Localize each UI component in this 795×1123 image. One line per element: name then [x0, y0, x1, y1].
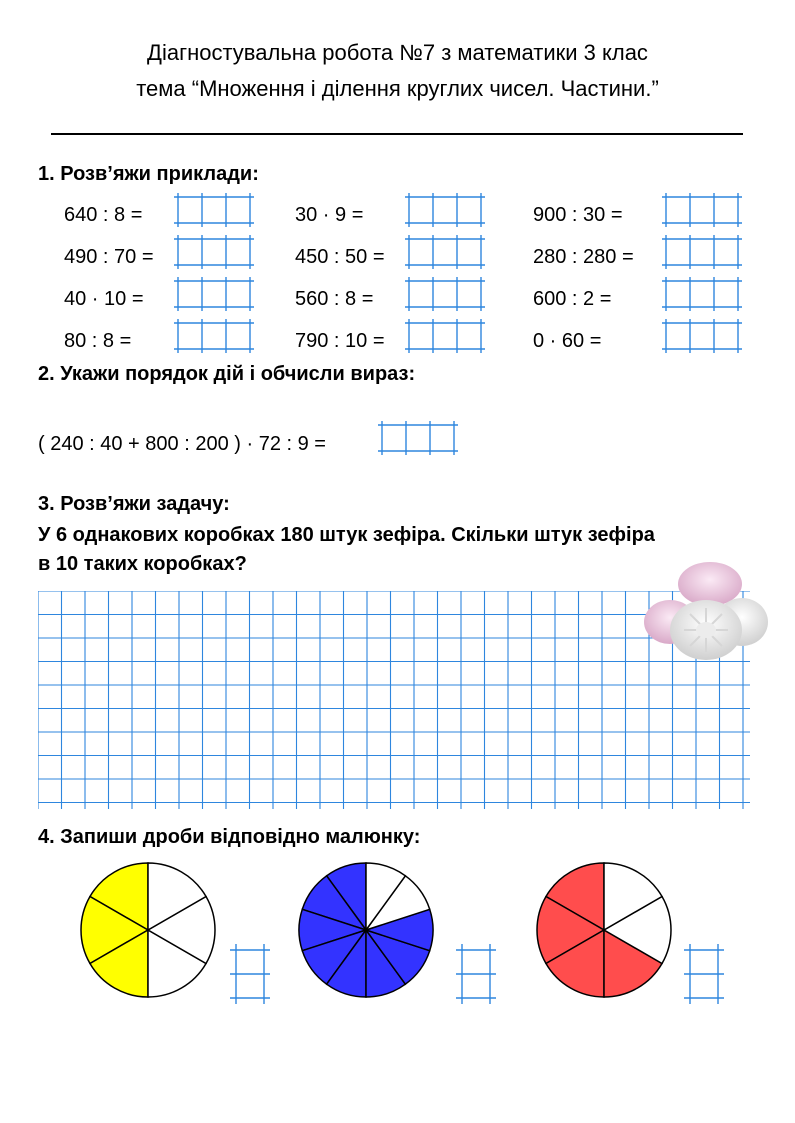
- answer-cells[interactable]: [662, 193, 744, 229]
- fraction-cells[interactable]: [456, 944, 500, 1004]
- example-2-1: 490 : 70 =: [64, 246, 154, 268]
- example-2-2: 450 : 50 =: [295, 246, 385, 268]
- answer-cells[interactable]: [405, 193, 487, 229]
- marshmallow-image: [642, 560, 770, 664]
- task1-heading: 1. Розв’яжи приклади:: [38, 163, 259, 185]
- example-3-2: 560 : 8 =: [295, 288, 374, 310]
- answer-cells[interactable]: [174, 319, 256, 355]
- example-2-3: 280 : 280 =: [533, 246, 634, 268]
- pie-chart-3: [534, 860, 674, 1000]
- answer-cells[interactable]: [662, 235, 744, 271]
- task2-heading: 2. Укажи порядок дій і обчисли вираз:: [38, 363, 416, 385]
- example-1-1: 640 : 8 =: [64, 204, 143, 226]
- example-4-2: 790 : 10 =: [295, 330, 385, 352]
- title-divider: [51, 133, 743, 135]
- worksheet-topic: тема “Множення і ділення круглих чисел. Частини.”: [136, 76, 659, 101]
- pie-chart-2: [296, 860, 436, 1000]
- task4-heading: 4. Запиши дроби відповідно малюнку:: [38, 826, 421, 848]
- answer-cells[interactable]: [378, 421, 460, 457]
- worksheet-title: Діагностувальна робота №7 з математики 3 клас: [147, 40, 648, 65]
- task3-problem-line2: в 10 таких коробках?: [38, 553, 247, 575]
- example-4-1: 80 : 8 =: [64, 330, 132, 352]
- pie-chart-1: [78, 860, 218, 1000]
- task2-expression: ( 240 : 40 + 800 : 200 ) · 72 : 9 =: [38, 433, 326, 455]
- answer-cells[interactable]: [405, 277, 487, 313]
- example-3-1: 40 · 10 =: [64, 288, 144, 310]
- answer-cells[interactable]: [405, 319, 487, 355]
- answer-cells[interactable]: [174, 277, 256, 313]
- fraction-cells[interactable]: [230, 944, 274, 1004]
- answer-cells[interactable]: [174, 235, 256, 271]
- answer-cells[interactable]: [405, 235, 487, 271]
- example-1-2: 30 · 9 =: [295, 204, 364, 226]
- answer-cells[interactable]: [662, 319, 744, 355]
- example-1-3: 900 : 30 =: [533, 204, 623, 226]
- task3-problem-line1: У 6 однакових коробках 180 штук зефіра. Скільки штук зефіра: [38, 524, 655, 546]
- answer-cells[interactable]: [174, 193, 256, 229]
- answer-cells[interactable]: [662, 277, 744, 313]
- fraction-cells[interactable]: [684, 944, 728, 1004]
- task3-heading: 3. Розв’яжи задачу:: [38, 493, 230, 515]
- example-3-3: 600 : 2 =: [533, 288, 612, 310]
- example-4-3: 0 · 60 =: [533, 330, 602, 352]
